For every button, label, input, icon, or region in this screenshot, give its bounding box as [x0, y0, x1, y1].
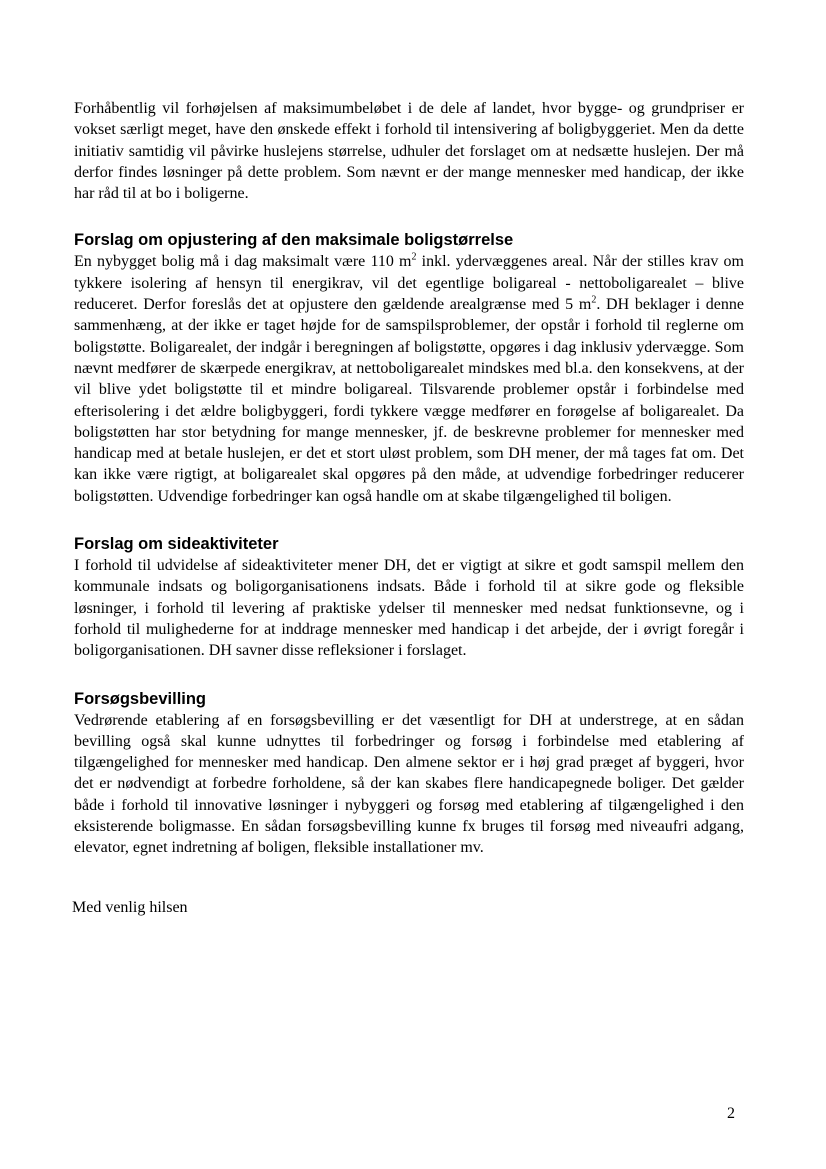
paragraph-text: En nybygget bolig må i dag maksimalt være 110 m [74, 253, 412, 271]
document-page [74, 98, 744, 918]
section-heading-forsoegsbevilling: Forsøgsbevilling [74, 689, 207, 708]
paragraph-text: inkl. ydervæggenes areal. Når der stilles krav om tykkere isolering af hensyn til energikrav, vil det egentlige boligareal - nettoboligarealet – blive reduceret. Derfor foreslås det at opjustere den gældende arealgrænse med 5 m [74, 253, 744, 314]
section-paragraph-sideaktiviteter: I forhold til udvidelse af sideaktiviteter mener DH, det er vigtigt at sikre et godt samspil mellem den kommunale indsats og boligorganisationens indsats. Både i forhold til at sikre gode og fleksible løsninger, i forhold til levering af praktiske ydelser til mennesker med nedsat funktionsevne, og i forhold til mulighederne for at inddrage mennesker med handicap i det arbejde, der i øvrigt foregår i boligorganisationen. DH savner disse refleksioner i forslaget. [74, 557, 744, 660]
superscript-2: 2 [411, 252, 417, 264]
section-paragraph-boligstoerrelse [74, 251, 744, 507]
closing-salutation: Med venlig hilsen [72, 898, 188, 916]
intro-paragraph: Forhåbentlig vil forhøjelsen af maksimumbeløbet i de dele af landet, hvor bygge- og grundpriser er vokset særligt meget, have den ønskede effekt i forhold til intensivering af boligbyggeriet. Men da dette initiativ samtidig vil påvirke huslejens størrelse, udhuler det forslaget om at nedsætte huslejen. Der må derfor findes løsninger på dette problem. Som nævnt er der mange mennesker med handicap, der ikke har råd til at bo i boligerne. [74, 100, 744, 203]
paragraph-text: . DH beklager i denne sammenhæng, at der ikke er taget højde for de samspilsproblemer, der opstår i forhold til reglerne om boligstøtte. Boligarealet, der indgår i beregningen af boligstøtte, opgøres i dag inklusiv ydervægge. Som nævnt medfører de skærpede energikrav, at nettoboligarealet mindskes med bl.a. den konsekvens, at der vil blive ydet boligstøtte til et mindre boligareal. Tilsvarende problemer opstår i forbindelse med efterisolering i det ældre boligbyggeri, fordi tykkere vægge medfører en forøgelse af boligarealet. Da boligstøtten har stor betydning for mange mennesker, jf. de beskrevne problemer for mennesker med handicap med at betale huslejen, er det et stort uløst problem, som DH mener, der må tages fat om. Det kan ikke være rigtigt, at boligarealet skal opgøres på den måde, at udvendige forbedringer reducerer boligstøtten. Udvendige forbedringer kan også handle om at skabe tilgængelighed til boligen. [74, 296, 744, 505]
section-heading-boligstoerrelse: Forslag om opjustering af den maksimale boligstørrelse [74, 231, 514, 250]
section-heading-sideaktiviteter: Forslag om sideaktiviteter [74, 535, 279, 554]
superscript-2: 2 [591, 294, 597, 306]
section-paragraph-forsoegsbevilling: Vedrørende etablering af en forsøgsbevilling er det væsentligt for DH at understrege, at en sådan bevilling også skal kunne udnyttes til forbedringer og forsøg i forbindelse med etablering af tilgængelighed for mennesker med handicap. Den almene sektor er i høj grad præget af byggeri, hvor det er nødvendigt at forbedre forholdene, så der kan skabes flere handicapegnede boliger. Det gælder både i forhold til innovative løsninger i nybyggeri og forsøg med etablering af tilgængelighed i den eksisterende boligmasse. En sådan forsøgsbevilling kunne fx bruges til forsøg med niveaufri adgang, elevator, egnet indretning af boligen, fleksible installationer mv. [74, 711, 744, 857]
page-number: 2 [727, 1105, 735, 1122]
